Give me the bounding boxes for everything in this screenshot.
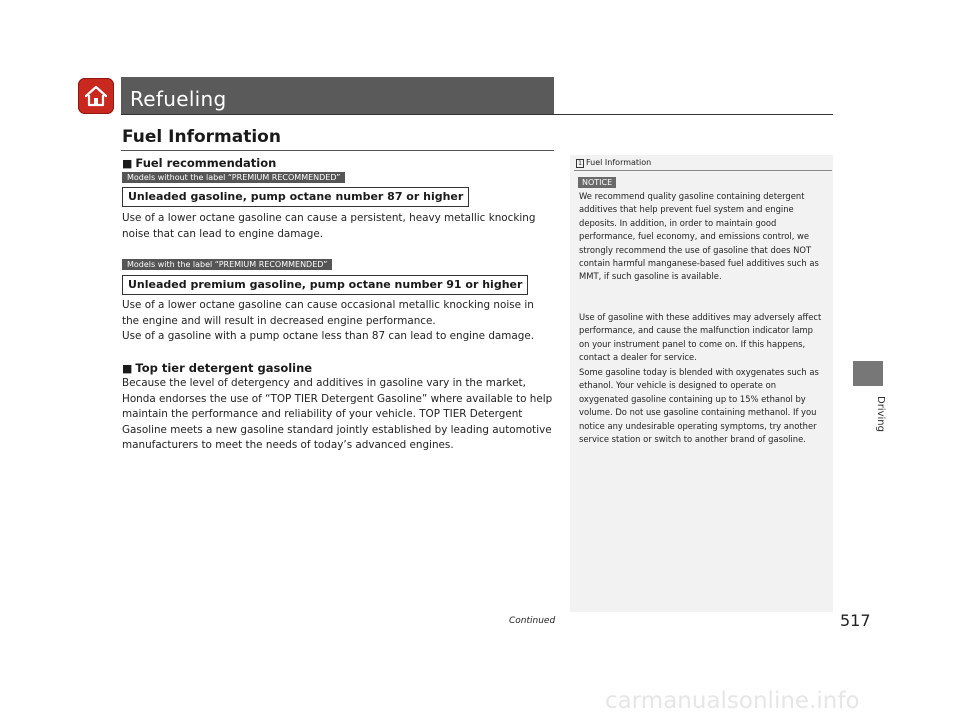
- fuel-recommendation-heading: [122, 156, 276, 170]
- premium-warning-line-2: Use of a gasoline with a pump octane less than 87 can lead to engine damage.: [122, 330, 535, 342]
- side-note-paragraph-3: Some gasoline today is blended with oxygenates such as ethanol. Your vehicle is designed to operate on oxygenated gasoline containing up to 15% ethanol by volume. Do not use gasoline containing methanol. If you notice any undesirable operating symptoms, try another service station or switch to another brand of gasoline.: [579, 367, 819, 445]
- side-note-title: Fuel Information: [586, 158, 652, 167]
- fuel-spec-premium: Unleaded premium gasoline, pump octane number 91 or higher: [122, 275, 528, 295]
- model-tag-premium: Models with the label “PREMIUM RECOMMENDED”: [122, 259, 332, 270]
- watermark: carmanualsonline.info: [605, 688, 860, 714]
- model-tag-standard: Models without the label “PREMIUM RECOMMENDED”: [122, 172, 345, 183]
- home-icon: [83, 84, 109, 108]
- page-title: Refueling: [130, 87, 227, 111]
- reference-icon: 1: [576, 159, 584, 168]
- regular-warning-text: Use of a lower octane gasoline can cause a persistent, heavy metallic knocking noise that can lead to engine damage.: [122, 212, 536, 240]
- top-tier-heading: [122, 361, 312, 375]
- notice-badge: NOTICE: [578, 177, 616, 188]
- square-bullet: ■: [122, 362, 133, 375]
- continued-label: Continued: [509, 616, 556, 626]
- side-note-header: [576, 158, 651, 168]
- page-number: 517: [840, 611, 871, 630]
- premium-warning-text: [122, 298, 554, 345]
- premium-warning-line-1: Use of a lower octane gasoline can cause occasional metallic knocking noise in the engine and will result in decreased engine performance.: [122, 299, 534, 327]
- home-button[interactable]: [78, 78, 114, 114]
- side-note-paragraph-1: We recommend quality gasoline containing detergent additives that help prevent fuel system and engine deposits. In addition, in order to maintain good performance, fuel economy, and emissions control, we strongly recommend the use of gasoline that does NOT contain harmful manganese-based fuel additives such as MMT, if such gasoline is available.: [579, 191, 819, 282]
- heading-text: Top tier detergent gasoline: [135, 361, 313, 375]
- side-note-paragraph-2: Use of gasoline with these additives may adversely affect performance, and cause the malfunction indicator lamp on your instrument panel to come on. If this happens, contact a dealer for service.: [579, 312, 822, 363]
- fuel-spec-regular: Unleaded gasoline, pump octane number 87 or higher: [122, 187, 469, 207]
- top-tier-text: Because the level of detergency and additives in gasoline vary in the market, Honda endorses the use of “TOP TIER Detergent Gasoline” where available to help maintain the performance and reliability of your vehicle. TOP TIER Detergent Gasoline meets a new gasoline standard jointly established by leading automotive manufacturers to meet the needs of today’s advanced engines.: [122, 377, 553, 451]
- title-underline: [121, 114, 833, 115]
- heading-text: Fuel recommendation: [135, 156, 277, 170]
- chapter-tab-label: Driving: [875, 396, 886, 432]
- chapter-tab[interactable]: [853, 361, 883, 386]
- section-title: Fuel Information: [122, 127, 281, 147]
- section-divider: [121, 150, 554, 151]
- side-note-divider: [574, 170, 832, 171]
- square-bullet: ■: [122, 157, 133, 170]
